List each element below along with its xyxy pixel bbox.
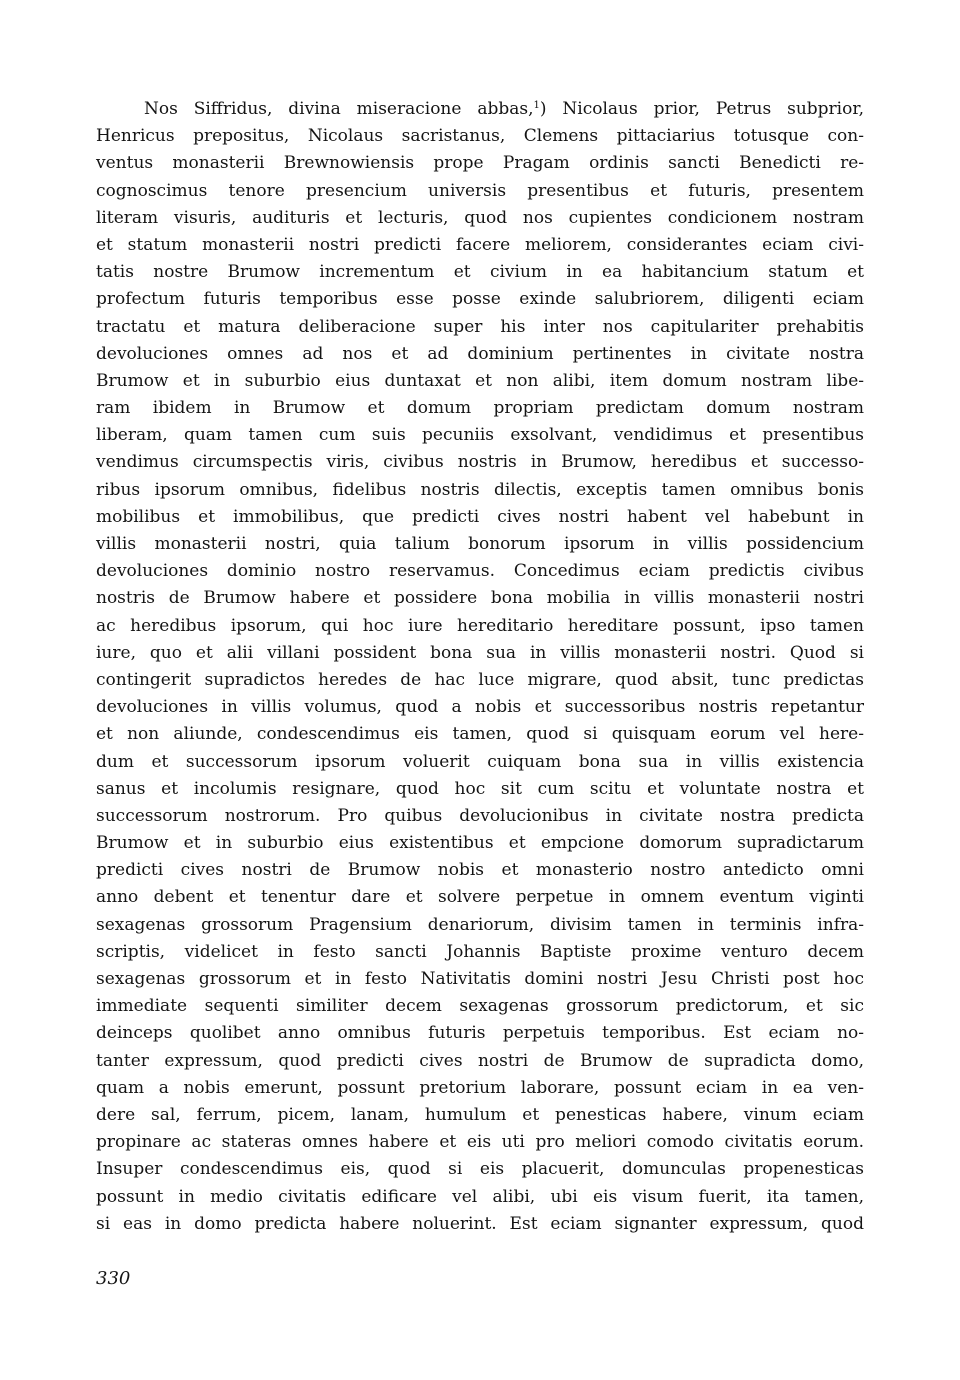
text-line: liberam, quam tamen cum suis pecuniis exsolvant, vendidimus et presentibus — [96, 425, 864, 446]
text-line: Brumow et in suburbio eius existentibus et empcione domorum supradictarum — [96, 833, 864, 854]
text-line: vendimus circumspectis viris, civibus nostris in Brumow, heredibus et successo- — [96, 452, 864, 473]
text-line: Insuper condescendimus eis, quod si eis placuerit, domunculas propenesticas — [96, 1159, 864, 1180]
text-line: Henricus prepositus, Nicolaus sacristanus, Clemens pittaciarius totusque con- — [96, 126, 864, 147]
text-line: ventus monasterii Brewnowiensis prope Pragam ordinis sancti Benedicti re- — [96, 153, 864, 174]
text-line: et statum monasterii nostri predicti facere meliorem, considerantes eciam civi- — [96, 234, 864, 255]
text-line: scriptis, videlicet in festo sancti Johannis Baptiste proxime venturo decem — [96, 941, 864, 962]
text-line: tatis nostre Brumow incrementum et civium in ea habitancium statum et — [96, 262, 864, 283]
text-line: dere sal, ferrum, picem, lanam, humulum et penesticas habere, vinum eciam — [96, 1104, 864, 1125]
opening-text-continued: ) Nicolaus prior, Petrus subprior, — [539, 99, 864, 119]
text-line: ribus ipsorum omnibus, fidelibus nostris dilectis, exceptis tamen omnibus bonis — [96, 479, 864, 500]
text-line: si eas in domo predicta habere noluerint. Est eciam signanter expressum, quod — [96, 1213, 864, 1234]
text-line: quam a nobis emerunt, possunt pretorium laborare, possunt eciam in ea ven- — [96, 1077, 864, 1098]
text-line: possunt in medio civitatis edificare vel alibi, ubi eis visum fuerit, ita tamen, — [96, 1186, 864, 1207]
text-line: villis monasterii nostri, quia talium bonorum ipsorum in villis possidencium — [96, 534, 864, 554]
text-line: cognoscimus tenore presencium universis presentibus et futuris, presentem — [96, 180, 864, 201]
text-line: sexagenas grossorum Pragensium denariorum, divisim tamen in terminis infra- — [96, 914, 864, 935]
text-line: devoluciones omnes ad nos et ad dominium pertinentes in civitate nostra — [96, 343, 864, 364]
text-line: devoluciones dominio nostro reservamus. Concedimus eciam predictis civibus — [96, 561, 864, 582]
text-line: predicti cives nostri de Brumow nobis et monasterio nostro antedicto omni — [96, 860, 864, 881]
text-line: anno debent et tenentur dare et solvere perpetue in omnem eventum viginti — [96, 887, 864, 908]
body-text — [96, 96, 864, 1238]
text-line: deinceps quolibet anno omnibus futuris perpetuis temporibus. Est eciam no- — [96, 1023, 864, 1044]
text-line: propinare ac stateras omnes habere et eis uti pro meliori comodo civitatis eorum. — [96, 1132, 864, 1153]
text-line: Brumow et in suburbio eius duntaxat et non alibi, item domum nostram libe- — [96, 370, 864, 391]
text-line: et non aliunde, condescendimus eis tamen, quod si quisquam eorum vel here- — [96, 724, 864, 745]
text-line-1 — [96, 96, 864, 123]
text-line: profectum futuris temporibus esse posse exinde salubriorem, diligenti eciam — [96, 289, 864, 310]
text-line: iure, quo et alii villani possident bona sua in villis monasterii nostri. Quod si — [96, 642, 864, 663]
footnote-reference: 1 — [533, 100, 540, 111]
text-line: nostris de Brumow habere et possidere bona mobilia in villis monasterii nostri — [96, 588, 864, 609]
text-line: tanter expressum, quod predicti cives nostri de Brumow de supradicta domo, — [96, 1050, 864, 1071]
text-line: dum et successorum ipsorum voluerit cuiquam bona sua in villis existencia — [96, 751, 864, 772]
text-line: ram ibidem in Brumow et domum propriam predictam domum nostram — [96, 398, 864, 419]
opening-text: Nos Siffridus, divina miseracione abbas, — [144, 99, 534, 119]
text-line: immediate sequenti similiter decem sexagenas grossorum predictorum, et sic — [96, 996, 864, 1017]
page-number: 330 — [96, 1268, 131, 1289]
text-line: contingerit supradictos heredes de hac luce migrare, quod absit, tunc predictas — [96, 669, 864, 690]
text-line: sanus et incolumis resignare, quod hoc sit cum scitu et voluntate nostra et — [96, 778, 864, 799]
text-line: ac heredibus ipsorum, qui hoc iure hereditario hereditare possunt, ipso tamen — [96, 615, 864, 636]
text-line: successorum nostrorum. Pro quibus devolucionibus in civitate nostra predicta — [96, 805, 864, 826]
text-line: tractatu et matura deliberacione super his inter nos capitulariter prehabitis — [96, 316, 864, 337]
text-line: literam visuris, audituris et lecturis, quod nos cupientes condicionem nostram — [96, 207, 864, 228]
text-line: sexagenas grossorum et in festo Nativitatis domini nostri Jesu Christi post hoc — [96, 969, 864, 989]
text-line: mobilibus et immobilibus, que predicti cives nostri habent vel habebunt in — [96, 506, 864, 527]
text-line: devoluciones in villis volumus, quod a nobis et successoribus nostris repetantur — [96, 697, 864, 718]
